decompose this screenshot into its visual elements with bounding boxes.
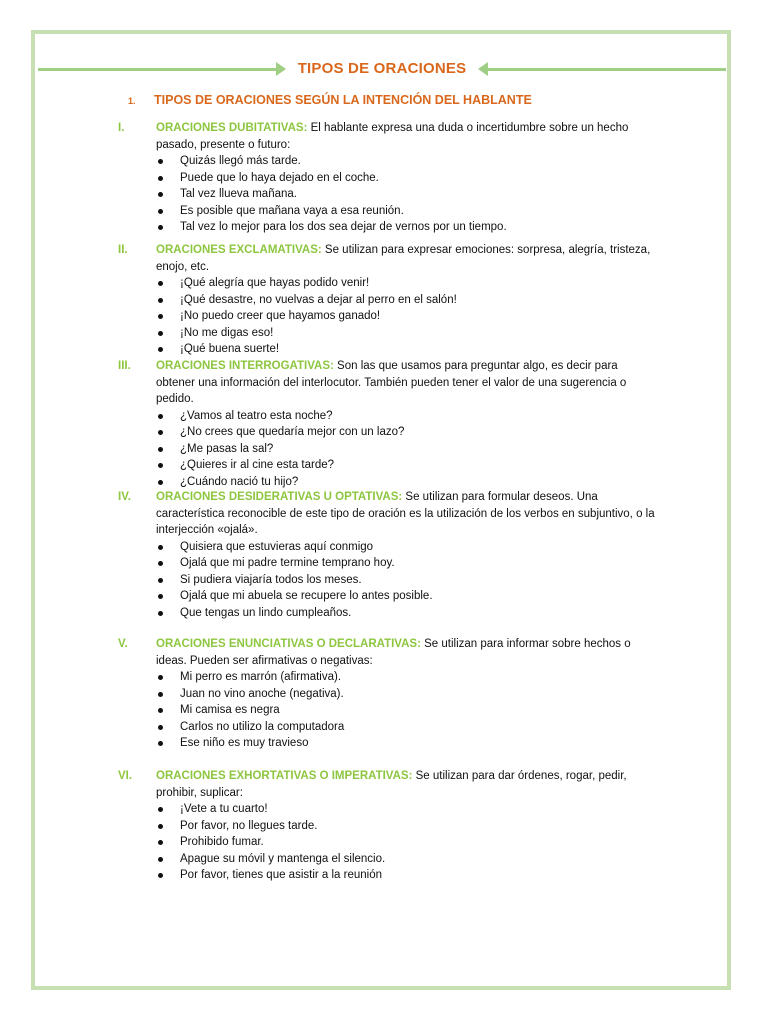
section-heading: ORACIONES INTERROGATIVAS: <box>156 360 334 372</box>
list-item <box>156 219 658 236</box>
section-intro <box>156 489 658 539</box>
list-item <box>156 719 658 736</box>
section-description: Se utilizan para expresar emociones: sorpresa, alegría, tristeza, enojo, etc. <box>156 244 651 273</box>
section-description: Son las que usamos para preguntar algo, es decir para obtener una información del interlocutor. También pueden tener el valor de una sugerencia o pedido. <box>156 360 627 405</box>
list-item-text: Carlos no utilizo la computadora <box>180 720 345 733</box>
section-subtitle <box>128 93 532 107</box>
section-desiderativas <box>118 489 658 621</box>
list-item <box>156 474 658 491</box>
list-item <box>156 170 658 187</box>
subtitle-text: TIPOS DE ORACIONES SEGÚN LA INTENCIÓN DEL HABLANTE <box>154 93 532 107</box>
bullet-icon <box>158 298 163 303</box>
list-item <box>156 555 658 572</box>
list-item-text: Prohibido fumar. <box>180 836 264 849</box>
list-item-text: Apague su móvil y mantenga el silencio. <box>180 852 386 865</box>
list-item-text: ¿No crees que quedaría mejor con un lazo? <box>180 426 405 439</box>
list-item-text: Juan no vino anoche (negativa). <box>180 687 344 700</box>
list-item-text: ¿Me pasas la sal? <box>180 442 274 455</box>
section-heading: ORACIONES EXHORTATIVAS O IMPERATIVAS: <box>156 770 413 782</box>
list-item <box>156 457 658 474</box>
list-item <box>156 325 658 342</box>
list-item <box>156 408 658 425</box>
bullet-icon <box>158 347 163 352</box>
list-item <box>156 186 658 203</box>
list-item-text: Tal vez llueva mañana. <box>180 188 297 201</box>
list-item-text: Mi perro es marrón (afirmativa). <box>180 671 342 683</box>
list-item <box>156 153 658 170</box>
bullet-icon <box>158 192 163 197</box>
example-list <box>118 275 658 358</box>
list-item-text: Ojalá que mi padre termine temprano hoy. <box>180 557 395 570</box>
example-list <box>118 408 658 491</box>
subtitle-number: 1. <box>128 96 136 106</box>
bullet-icon <box>158 807 163 812</box>
section-heading: ORACIONES EXCLAMATIVAS: <box>156 244 322 256</box>
list-item-text: ¿Vamos al teatro esta noche? <box>180 409 333 422</box>
list-item-text: Que tengas un lindo cumpleaños. <box>180 606 352 619</box>
example-list <box>118 539 658 622</box>
list-item-text: Si pudiera viajaría todos los meses. <box>180 573 362 586</box>
list-item <box>156 308 658 325</box>
list-item-text: Por favor, tienes que asistir a la reunión <box>180 869 383 882</box>
section-dubitativas <box>118 120 658 236</box>
list-item-text: Ese niño es muy travieso <box>180 737 309 750</box>
list-item-text: Tal vez lo mejor para los dos sea dejar de vernos por un tiempo. <box>180 221 507 234</box>
list-item-text: ¡Qué desastre, no vuelvas a dejar al perro en el salón! <box>180 293 457 306</box>
list-item <box>156 818 658 835</box>
bullet-icon <box>158 331 163 336</box>
section-description: Se utilizan para dar órdenes, rogar, pedir, prohibir, suplicar: <box>156 770 627 799</box>
bullet-icon <box>158 857 163 862</box>
section-heading: ORACIONES DUBITATIVAS: <box>156 122 308 134</box>
section-description: Se utilizan para formular deseos. Una característica reconocible de este tipo de oración es la utilización de los verbos en subjuntivo, o la interjección «ojalá». <box>156 491 655 536</box>
list-item-text: Puede que lo haya dejado en el coche. <box>180 171 379 184</box>
list-item <box>156 801 658 818</box>
section-numeral: II. <box>118 244 128 256</box>
title-row <box>38 58 726 82</box>
list-item <box>156 341 658 358</box>
list-item-text: ¿Quieres ir al cine esta tarde? <box>180 459 335 472</box>
section-interrogativas <box>118 358 658 490</box>
bullet-icon <box>158 578 163 583</box>
bullet-icon <box>158 708 163 713</box>
bullet-icon <box>158 176 163 181</box>
bullet-icon <box>158 873 163 878</box>
bullet-icon <box>158 594 163 599</box>
section-intro <box>156 768 658 801</box>
list-item <box>156 735 658 752</box>
list-item <box>156 669 658 686</box>
bullet-icon <box>158 225 163 230</box>
section-description: Se utilizan para informar sobre hechos o ideas. Pueden ser afirmativas o negativas: <box>156 638 631 667</box>
document-title: TIPOS DE ORACIONES <box>297 60 467 77</box>
list-item-text: ¡Qué alegría que hayas podido venir! <box>180 277 370 289</box>
list-item <box>156 834 658 851</box>
section-exclamativas <box>118 242 658 358</box>
section-numeral: VI. <box>118 770 133 782</box>
example-list <box>118 153 658 236</box>
section-numeral: IV. <box>118 491 132 503</box>
example-list <box>118 801 658 884</box>
list-item <box>156 867 658 884</box>
bullet-icon <box>158 159 163 164</box>
section-numeral: III. <box>118 360 131 372</box>
section-intro <box>156 242 658 275</box>
bullet-icon <box>158 480 163 485</box>
list-item-text: Por favor, no llegues tarde. <box>180 819 318 832</box>
section-numeral: I. <box>118 122 125 134</box>
section-intro <box>156 120 658 153</box>
list-item-text: ¡No puedo creer que hayamos ganado! <box>180 310 381 323</box>
bullet-icon <box>158 463 163 468</box>
bullet-icon <box>158 675 163 680</box>
bullet-icon <box>158 447 163 452</box>
list-item-text: Es posible que mañana vaya a esa reunión. <box>180 204 404 217</box>
list-item <box>156 292 658 309</box>
list-item <box>156 441 658 458</box>
example-list <box>118 669 658 752</box>
section-numeral: V. <box>118 638 128 650</box>
list-item-text: Quisiera que estuvieras aquí conmigo <box>180 540 374 553</box>
bullet-icon <box>158 545 163 550</box>
list-item <box>156 686 658 703</box>
section-description: El hablante expresa una duda o incertidumbre sobre un hecho pasado, presente o futuro: <box>156 122 629 151</box>
bullet-icon <box>158 725 163 730</box>
list-item-text: ¡Vete a tu cuarto! <box>180 803 268 815</box>
list-item <box>156 275 658 292</box>
bullet-icon <box>158 840 163 845</box>
list-item <box>156 605 658 622</box>
list-item <box>156 539 658 556</box>
list-item <box>156 851 658 868</box>
section-heading: ORACIONES DESIDERATIVAS U OPTATIVAS: <box>156 491 403 503</box>
bullet-icon <box>158 611 163 616</box>
section-intro <box>156 358 658 408</box>
section-heading: ORACIONES ENUNCIATIVAS O DECLARATIVAS: <box>156 638 421 650</box>
list-item <box>156 702 658 719</box>
list-item-text: Ojalá que mi abuela se recupere lo antes posible. <box>180 590 433 603</box>
list-item <box>156 203 658 220</box>
list-item <box>156 424 658 441</box>
list-item-text: Mi camisa es negra <box>180 704 280 717</box>
bullet-icon <box>158 561 163 566</box>
bullet-icon <box>158 314 163 319</box>
list-item-text: ¡Qué buena suerte! <box>180 343 280 356</box>
bullet-icon <box>158 741 163 746</box>
list-item-text: Quizás llegó más tarde. <box>180 155 301 167</box>
bullet-icon <box>158 692 163 697</box>
bullet-icon <box>158 414 163 419</box>
list-item-text: ¿Cuándo nació tu hijo? <box>180 475 299 488</box>
bullet-icon <box>158 824 163 829</box>
section-intro <box>156 636 658 669</box>
bullet-icon <box>158 209 163 214</box>
section-enunciativas <box>118 636 658 752</box>
section-exhortativas <box>118 768 658 884</box>
bullet-icon <box>158 281 163 286</box>
list-item <box>156 572 658 589</box>
bullet-icon <box>158 430 163 435</box>
list-item-text: ¡No me digas eso! <box>180 326 274 339</box>
list-item <box>156 588 658 605</box>
